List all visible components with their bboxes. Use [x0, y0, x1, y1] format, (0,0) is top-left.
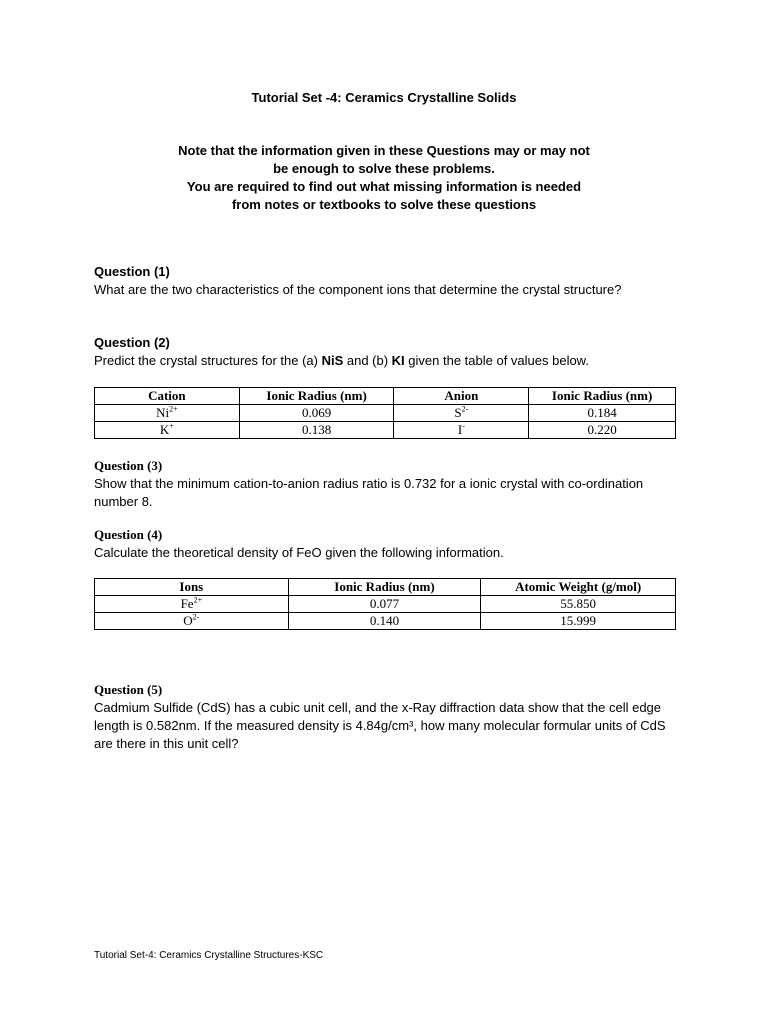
- question-1-heading: Question (1): [94, 264, 170, 279]
- feo-data-table: [94, 578, 676, 630]
- table-header-row: [95, 388, 676, 405]
- question-2-heading: Question (2): [94, 335, 170, 350]
- page-footer: Tutorial Set-4: Ceramics Crystalline Structures-KSC: [94, 950, 324, 961]
- ion-cell: [95, 596, 289, 613]
- question-3: [94, 457, 674, 511]
- question-2-text-part: and (b): [343, 353, 392, 368]
- atomic-weight-cell: 55.850: [481, 596, 676, 613]
- anion-cell: [394, 422, 529, 439]
- question-5-text: Cadmium Sulfide (CdS) has a cubic unit cell, and the x-Ray diffraction data show that the cell edge length is 0.582nm. If the measured density is 4.84g/cm³, how many molecular formular units of CdS are there in this unit cell?: [94, 700, 666, 751]
- question-5: [94, 681, 674, 753]
- question-1-text: What are the two characteristics of the component ions that determine the crystal structure?: [94, 282, 622, 297]
- question-4-heading: Question (4): [94, 527, 163, 542]
- ionic-radius-cell: 0.140: [288, 613, 481, 630]
- question-4-text: Calculate the theoretical density of FeO given the following information.: [94, 545, 504, 560]
- question-2-text-part: Predict the crystal structures for the (a): [94, 353, 322, 368]
- table-row: [95, 405, 676, 422]
- cation-symbol: Ni: [156, 405, 170, 420]
- cation-radius-cell: 0.138: [239, 422, 394, 439]
- note-line: be enough to solve these problems.: [273, 161, 495, 176]
- question-2: [94, 334, 674, 370]
- column-header: Ionic Radius (nm): [288, 579, 481, 596]
- question-2-text-part: given the table of values below.: [404, 353, 589, 368]
- question-5-heading: Question (5): [94, 682, 163, 697]
- anion-symbol: I: [457, 422, 463, 437]
- cation-cell: [95, 405, 240, 422]
- question-2-text: [94, 352, 674, 370]
- table-header-row: [95, 579, 676, 596]
- anion-cell: [394, 405, 529, 422]
- document-title: Tutorial Set -4: Ceramics Crystalline Solids: [251, 90, 517, 105]
- ionic-radius-table: [94, 387, 676, 439]
- column-header: Cation: [95, 388, 240, 405]
- column-header: Atomic Weight (g/mol): [481, 579, 676, 596]
- ion-charge: +: [169, 421, 174, 431]
- anion-radius-cell: 0.184: [529, 405, 676, 422]
- anion-radius-cell: 0.220: [529, 422, 676, 439]
- instruction-note: [130, 142, 638, 214]
- column-header: Ionic Radius (nm): [239, 388, 394, 405]
- ion-charge: 2+: [169, 404, 178, 414]
- table-row: [95, 613, 676, 630]
- cation-radius-cell: 0.069: [239, 405, 394, 422]
- table-row: [95, 596, 676, 613]
- table-row: [95, 422, 676, 439]
- column-header: Ions: [95, 579, 289, 596]
- ion-charge: -: [462, 421, 465, 431]
- column-header: Anion: [394, 388, 529, 405]
- question-3-text: Show that the minimum cation-to-anion radius ratio is 0.732 for a ionic crystal with co-ordination number 8.: [94, 476, 644, 509]
- anion-symbol: S: [454, 405, 462, 420]
- ion-charge: 2-: [192, 612, 200, 622]
- column-header: Ionic Radius (nm): [529, 388, 676, 405]
- ion-charge: 2-: [461, 404, 469, 414]
- note-line: You are required to find out what missing information is needed: [186, 179, 582, 194]
- ion-charge: 2+: [193, 595, 203, 605]
- compound-nis: NiS: [321, 353, 344, 368]
- question-1: [94, 263, 674, 299]
- cation-symbol: K: [159, 422, 170, 437]
- ionic-radius-cell: 0.077: [288, 596, 481, 613]
- ion-symbol: O: [183, 613, 193, 628]
- question-4: [94, 526, 674, 562]
- question-3-heading: Question (3): [94, 458, 163, 473]
- note-line: Note that the information given in these Questions may or may not: [178, 143, 590, 158]
- ion-cell: [95, 613, 289, 630]
- note-line: from notes or textbooks to solve these questions: [231, 197, 537, 212]
- compound-ki: KI: [391, 353, 405, 368]
- atomic-weight-cell: 15.999: [481, 613, 676, 630]
- ion-symbol: Fe: [180, 596, 194, 611]
- cation-cell: [95, 422, 240, 439]
